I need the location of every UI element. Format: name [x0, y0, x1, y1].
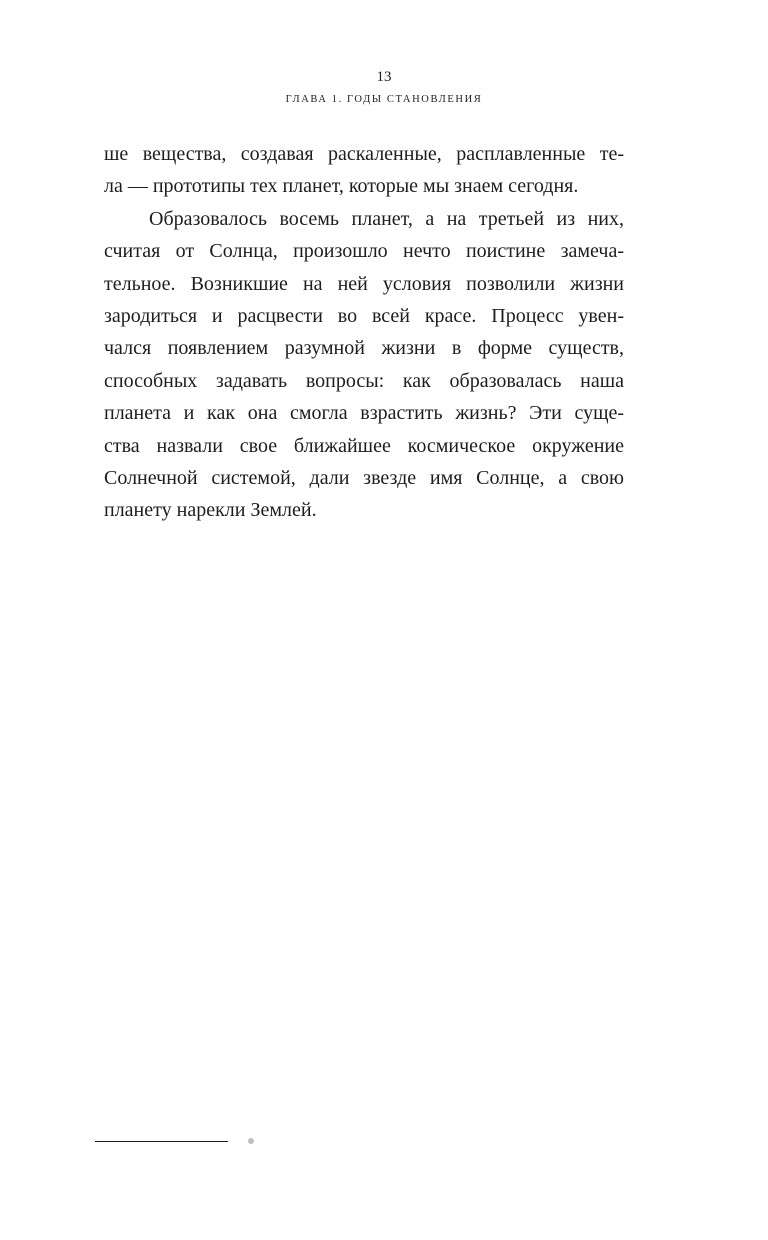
text-line: ла — прототипы тех планет, которые мы знаем сегодня.: [104, 175, 579, 198]
paragraph-start-line: Образовалось восемь планет, а на третьей из них,: [149, 207, 624, 230]
text-line: чался появлением разумной жизни в форме существ,: [104, 337, 624, 360]
text-line: ства назвали свое ближайшее космическое окружение: [104, 434, 624, 457]
text-line: планету нарекли Землей.: [104, 499, 317, 522]
text-line: считая от Солнца, произошло нечто поистине замеча-: [104, 240, 624, 263]
running-head: ГЛАВА 1. ГОДЫ СТАНОВЛЕНИЯ: [285, 94, 483, 105]
page-number: 13: [376, 69, 392, 85]
text-line: ше вещества, создавая раскаленные, расплавленные те-: [104, 143, 624, 165]
footer-rule: [95, 1141, 228, 1142]
text-line: способных задавать вопросы: как образовалась наша: [104, 369, 624, 392]
body-text: [104, 138, 624, 527]
text-line: Солнечной системой, дали звезде имя Солнце, а свою: [104, 466, 624, 489]
footer-dot-ornament: [248, 1138, 254, 1144]
text-line: планета и как она смогла взрастить жизнь? Эти суще-: [104, 402, 624, 425]
text-line: зародиться и расцвести во всей красе. Процесс увен-: [104, 304, 624, 327]
text-line: тельное. Возникшие на ней условия позволили жизни: [104, 272, 624, 295]
